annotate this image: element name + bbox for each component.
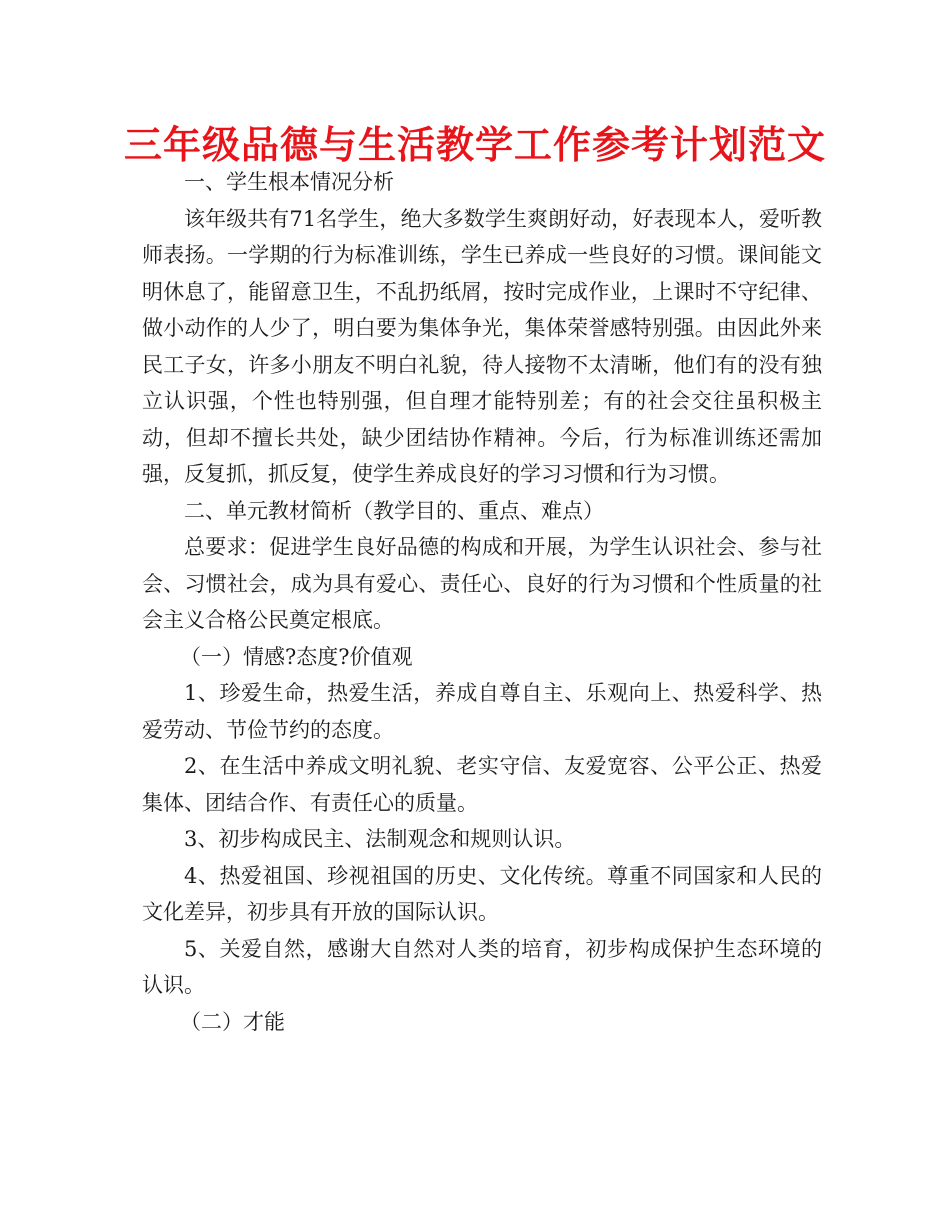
document-title: 三年级品德与生活教学工作参考计划范文 — [123, 123, 826, 167]
list-item: 2、在生活中养成文明礼貌、老实守信、友爱宽容、公平公正、热爱集体、团结合作、有责任心的质量。 — [142, 754, 822, 815]
section-heading-textbook-analysis: 二、单元教材简析（教学目的、重点、难点） — [184, 498, 604, 523]
student-analysis-paragraph: 该年级共有71名学生，绝大多数学生爽朗好动，好表现本人，爱听教师表扬。一学期的行为标准训练，学生已养成一些良好的习惯。课间能文明休息了，能留意卫生，不乱扔纸屑，按时完成作业，上课时不守纪律、做小动作的人少了，明白要为集体争光，集体荣誉感特别强。由因此外来民工子女，许多小朋友不明白礼貌，待人接物不太清晰，他们有的没有独立认识强，个性也特别强，但自理才能特别差；有的社会交往虽积极主动，但却不擅长共处，缺少团结协作精神。今后，行为标准训练还需加强，反复抓，抓反复，使学生养成良好的学习习惯和行为习惯。 — [142, 206, 822, 486]
list-item: 5、关爱自然，感谢大自然对人类的培育，初步构成保护生态环境的认识。 — [142, 936, 822, 997]
list-item: 3、初步构成民主、法制观念和规则认识。 — [184, 827, 576, 851]
subsection-heading-emotion-attitude-values: （一）情感?态度?价值观 — [180, 644, 413, 669]
section-heading-student-analysis: 一、学生根本情况分析 — [184, 170, 394, 194]
general-requirement-paragraph: 总要求：促进学生良好品德的构成和开展，为学生认识社会、参与社会、习惯社会，成为具有爱心、责任心、良好的行为习惯和个性质量的社会主义合格公民奠定根底。 — [142, 535, 822, 632]
list-item: 1、珍爱生命，热爱生活，养成自尊自主、乐观向上、热爱科学、热爱劳动、节俭节约的态度。 — [142, 681, 822, 742]
subsection-heading-ability: （二）才能 — [180, 1009, 285, 1034]
document-body — [142, 164, 822, 1040]
list-item: 4、热爱祖国、珍视祖国的历史、文化传统。尊重不同国家和人民的文化差异，初步具有开放的国际认识。 — [142, 863, 822, 924]
